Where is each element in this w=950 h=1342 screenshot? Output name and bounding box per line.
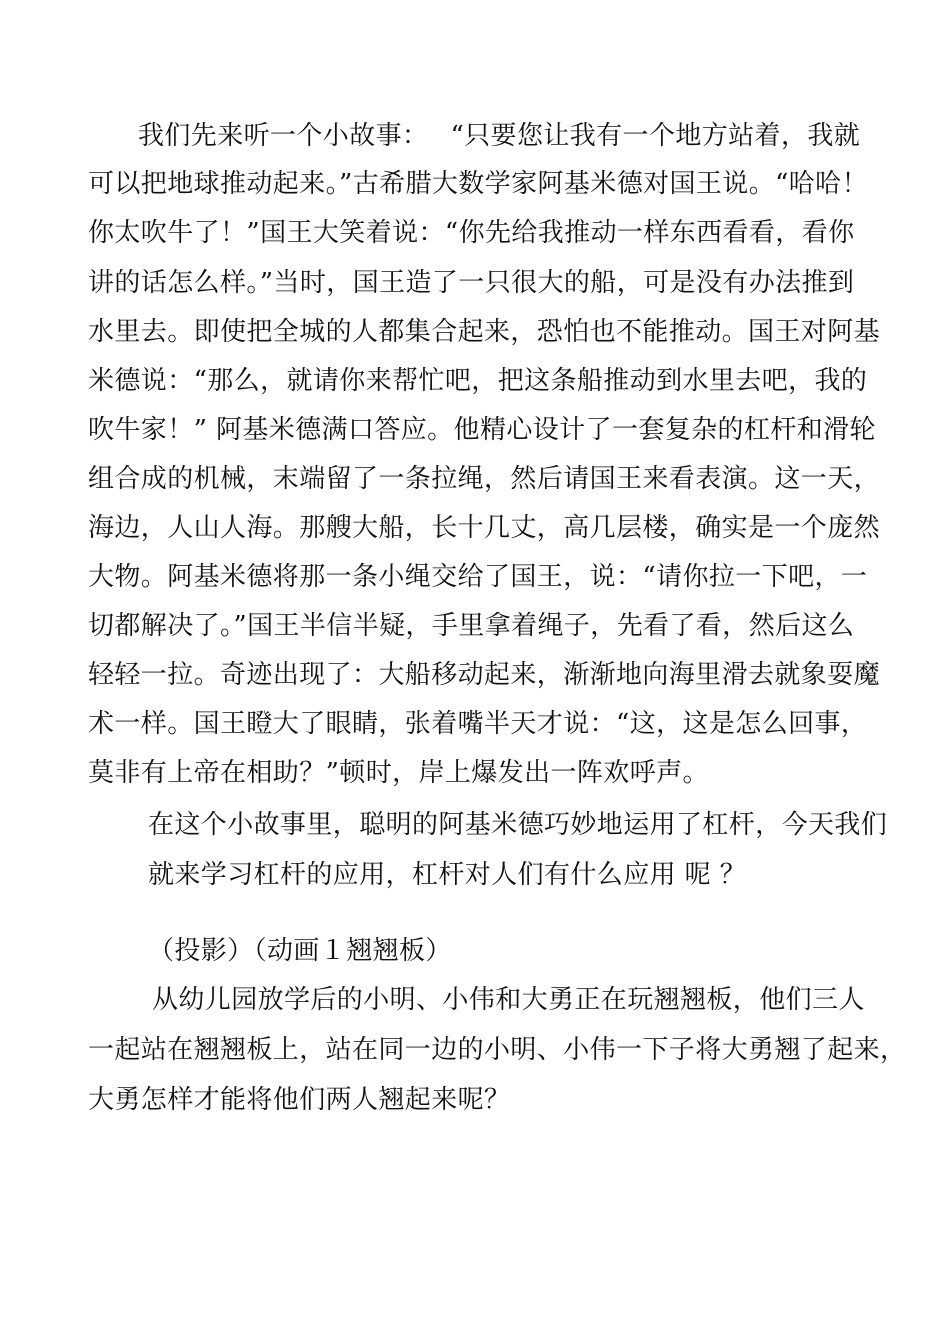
story-line: 术一样。国王瞪大了眼睛，张着嘴半天才说：“这，这是怎么回事， xyxy=(88,709,868,739)
story-line: 大物。阿基米德将那一条小绳交给了国王，说：“请你拉一下吧，一 xyxy=(88,562,868,592)
story-line: 海边，人山人海。那艘大船，长十几丈，高几层楼，确实是一个庞然 xyxy=(88,513,881,543)
intro-line: 在这个小故事里，聪明的阿基米德巧妙地运用了杠杆，今天我们 xyxy=(148,810,888,840)
intro-line: 就来学习杠杆的应用，杠杆对人们有什么应用 呢 ？ xyxy=(148,860,747,890)
seesaw-line: 大勇怎样才能将他们两人翘起来呢？ xyxy=(88,1085,511,1115)
story-line: 吹牛家！” 阿基米德满口答应。他精心设计了一套复杂的杠杆和滑轮 xyxy=(88,415,876,445)
story-line: 轻轻一拉。奇迹出现了：大船移动起来，渐渐地向海里滑去就象耍魔 xyxy=(88,660,881,690)
story-line: 水里去。即使把全城的人都集合起来，恐怕也不能推动。国王对阿基 xyxy=(88,317,881,347)
seesaw-line: 一起站在翘翘板上，站在同一边的小明、小伟一下子将大勇翘了起来， xyxy=(88,1035,907,1065)
projection-note: （投影）（动画１翘翘板） xyxy=(148,936,452,966)
seesaw-line: 从幼儿园放学后的小明、小伟和大勇正在玩翘翘板，他们三人 xyxy=(152,985,865,1015)
story-line: 你太吹牛了！”国王大笑着说：“你先给我推动一样东西看看，看你 xyxy=(88,218,855,248)
story-line: 讲的话怎么样。”当时，国王造了一只很大的船，可是没有办法推到 xyxy=(88,268,855,298)
story-line: 我们先来听一个小故事： “只要您让我有一个地方站着，我就 xyxy=(138,121,861,151)
story-line: 米德说：“那么，就请你来帮忙吧，把这条船推动到水里去吧，我的 xyxy=(88,366,868,396)
story-line: 可以把地球推动起来。”古希腊大数学家阿基米德对国王说。“哈哈！ xyxy=(88,169,868,199)
story-line: 莫非有上帝在相助？”顿时，岸上爆发出一阵欢呼声。 xyxy=(88,758,709,788)
story-line: 切都解决了。”国王半信半疑，手里拿着绳子，先看了看，然后这么 xyxy=(88,611,855,641)
story-line: 组合成的机械，末端留了一条拉绳，然后请国王来看表演。这一天， xyxy=(88,464,881,494)
